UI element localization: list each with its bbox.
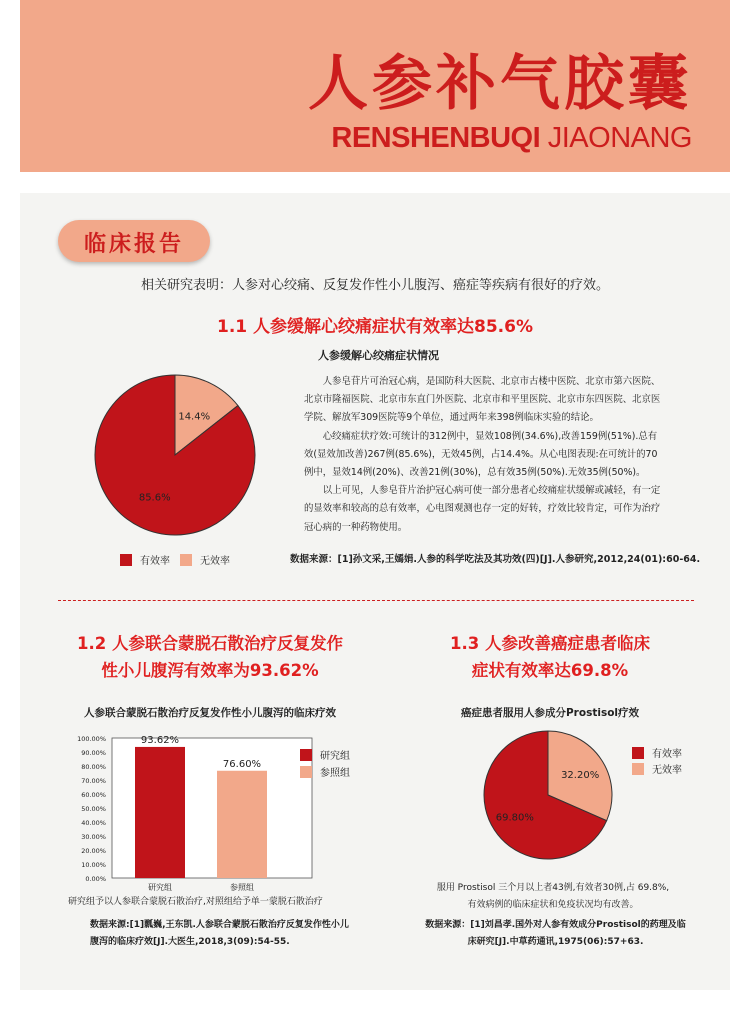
title-english-light: JIAONANG [547,122,692,154]
section2-legend-control [300,764,350,779]
y-tick-label: 90.00% [81,749,106,757]
legend-label: 有效率 [140,556,170,567]
y-tick-label: 20.00% [81,847,106,855]
legend-label: 无效率 [652,765,682,776]
section1-legend-ineffective [180,552,230,567]
x-category-label: 参照组 [230,883,254,892]
y-tick-label: 30.00% [81,833,106,841]
section1-subtitle: 人参缓解心绞痛症状情况 [318,349,439,362]
bar-value-label: 93.62% [140,734,180,746]
pie-value-label: 69.80% [495,812,534,824]
section3-note [418,880,688,914]
y-tick-label: 60.00% [81,791,106,799]
bar-study-group [135,747,185,878]
section-divider [58,600,694,601]
section1-paragraph: 以上可见，人参皂苷片治护冠心病可使一部分患者心绞痛症状缓解或减轻，有一定的显效率和较高的总有效率，心电图观测也存一定的好转，疗效比较肯定，可作为治疗冠心病的一种药物使用。 [304,485,661,533]
report-badge [58,220,210,262]
legend-swatch-peach [180,554,192,566]
section3-heading-line2: 症状有效率达69.8% [471,661,629,680]
section3-subtitle: 癌症患者服用人参成分Prostisol疗效 [460,707,640,719]
legend-swatch-red [120,554,132,566]
section3-source-line2: 床研究[J].中草药通讯,1975(06):57+63. [467,937,644,947]
pie-value-label: 85.6% [138,492,171,504]
section1-body [304,373,666,537]
section2-heading [40,630,380,684]
pie-value-label: 32.20% [561,769,600,781]
section3-note-line1: 服用 Prostisol 三个月以上者43例,有效者30例,占 69.8%, [436,883,670,893]
section3-heading [400,630,700,684]
report-badge-label: 临床报告 [83,232,184,257]
section2-note: 研究组予以人参联合蒙脱石散治疗,对照组给予单一蒙脱石散治疗 [68,897,323,907]
section2-source-line2: 腹泻的临床疗效[J].大医生,2018,3(09):54-55. [90,937,290,947]
section1-paragraph: 心绞痛症状疗效:可统计的312例中，显效108例(34.6%),改善159例(51%).总有效(显效加改善)267例(85.6%)，无效45例，占14.4%。从心电图表现:在可统计的70例中，显效14例(20%)、改善21例(30%)，总有效35例(50%).无效35例(50%)。 [304,430,658,479]
legend-label: 研究组 [320,751,350,762]
section3-heading-line1: 1.3 人参改善癌症患者临床 [450,634,650,653]
legend-swatch-red [300,749,312,761]
cancer-pie-chart [478,725,618,865]
bar-control-group [217,771,267,878]
y-tick-label: 100.00% [77,735,106,743]
section2-source-line1: 数据来源:[1]瓢巍,王东凯.人参联合蒙脱石散治疗反复发作性小儿 [90,920,349,930]
section1-legend-effective [120,552,170,567]
legend-label: 有效率 [652,749,682,760]
section2-subtitle: 人参联合蒙脱石散治疗反复发作性小儿腹泻的临床疗效 [84,707,336,719]
section3-note-line2: 有效病例的临床症状和免疫状况均有改善。 [467,900,639,910]
pie-value-label: 14.4% [178,411,211,423]
y-tick-label: 70.00% [81,777,106,785]
report-intro: 相关研究表明：人参对心绞痛、反复发作性小儿腹泻、癌症等疾病有很好的疗效。 [140,278,609,293]
legend-swatch-peach [632,763,644,775]
legend-label: 参照组 [320,768,350,779]
angina-pie-chart [85,370,265,540]
section1-source: 数据来源：[1]孙文采,王嫣娟.人参的科学吃法及其功效(四)[J].人参研究,2012,24(01):60-64. [290,554,701,565]
title-english-bold: RENSHENBUQI [331,122,541,154]
y-tick-label: 80.00% [81,763,106,771]
section1-paragraph: 人参皂苷片可治冠心病，是国防科大医院、北京市古楼中医院、北京市第六医院、北京市隆福医院、北京市东直门外医院、北京市和平里医院、北京市东四医院、北京医学院、解放军309医院等9个单位，通过两年来398例临床实验的结论。 [304,376,661,424]
section2-legend-study [300,747,350,762]
section3-legend-effective [632,745,682,760]
legend-label: 无效率 [200,556,230,567]
y-tick-label: 10.00% [81,861,106,869]
section2-heading-line2: 性小儿腹泻有效率为93.62% [101,661,319,680]
section3-source-line1: 数据来源：[1]刘昌孝.国外对人参有效成分Prostisol的药理及临 [425,920,686,930]
legend-swatch-peach [300,766,312,778]
title-english [331,122,692,155]
section2-source [90,917,349,951]
section2-heading-line1: 1.2 人参联合蒙脱石散治疗反复发作 [77,634,343,653]
section1-heading: 1.1 人参缓解心绞痛症状有效率达85.6% [216,317,533,337]
x-category-label: 研究组 [148,883,172,892]
section3-source [418,917,693,951]
bar-value-label: 76.60% [222,758,262,770]
section3-legend-ineffective [632,761,682,776]
y-tick-label: 50.00% [81,805,106,813]
title-chinese: 人参补气胶囊 [308,49,692,119]
legend-swatch-red [632,747,644,759]
y-tick-label: 0.00% [85,875,106,883]
y-tick-label: 40.00% [81,819,106,827]
